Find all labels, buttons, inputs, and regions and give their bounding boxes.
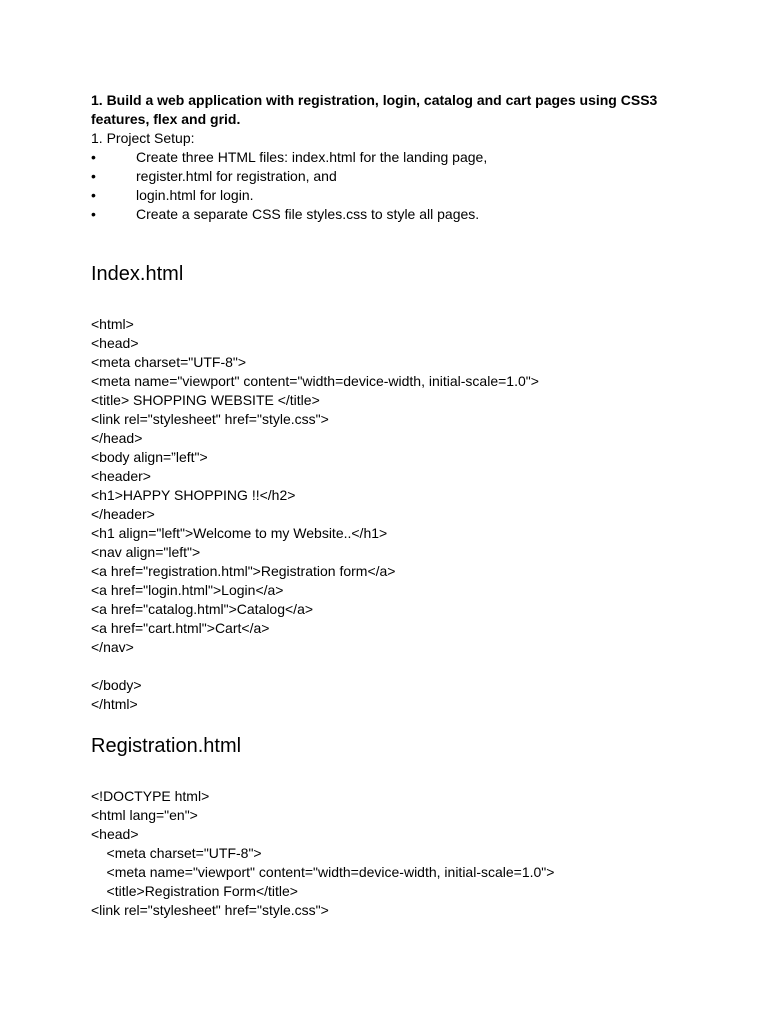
- bullet-text: Create three HTML files: index.html for the landing page,: [136, 149, 488, 165]
- code-line: <a href="cart.html">Cart</a>: [91, 620, 270, 636]
- document-page: [91, 91, 691, 920]
- code-line: <link rel="stylesheet" href="style.css">: [91, 411, 329, 427]
- setup-bullet-list: [91, 148, 691, 224]
- code-line: <meta charset="UTF-8">: [91, 845, 262, 861]
- code-line: <body align=”left">: [91, 449, 208, 465]
- bullet-icon: •: [91, 168, 96, 184]
- code-line: <h1>HAPPY SHOPPING !!</h2>: [91, 487, 296, 503]
- bullet-text: Create a separate CSS file styles.css to style all pages.: [136, 206, 480, 222]
- list-item: [91, 167, 691, 186]
- code-line: <link rel="stylesheet" href="style.css">: [91, 902, 329, 918]
- code-line: <meta charset="UTF-8">: [91, 354, 247, 370]
- code-line: <meta name="viewport" content="width=device-width, initial-scale=1.0">: [91, 864, 555, 880]
- code-line: <meta name="viewport" content="width=device-width, initial-scale=1.0">: [91, 373, 539, 389]
- setup-heading: 1. Project Setup:: [91, 130, 195, 146]
- code-line: <a href="login.html">Login</a>: [91, 582, 284, 598]
- code-line: <h1 align="left">Welcome to my Website..</h1>: [91, 525, 388, 541]
- list-item: [91, 148, 691, 167]
- code-line: <html>: [91, 316, 134, 332]
- list-item: [91, 205, 691, 224]
- code-line: <title>Registration Form</title>: [91, 883, 298, 899]
- bullet-icon: •: [91, 206, 96, 222]
- bullet-icon: •: [91, 149, 96, 165]
- code-line: <header>: [91, 468, 151, 484]
- code-line: <title> SHOPPING WEBSITE </title>: [91, 392, 320, 408]
- code-line: <a href="catalog.html">Catalog</a>: [91, 601, 314, 617]
- registration-section-heading: Registration.html: [91, 735, 242, 757]
- registration-code-block: [91, 787, 691, 920]
- bullet-icon: •: [91, 187, 96, 203]
- index-section-heading: Index.html: [91, 263, 184, 285]
- list-item: [91, 186, 691, 205]
- code-line: </html>: [91, 696, 138, 712]
- code-line: <html lang="en">: [91, 807, 198, 823]
- index-code-block: [91, 315, 691, 714]
- code-line: <!DOCTYPE html>: [91, 788, 210, 804]
- code-line: </head>: [91, 430, 143, 446]
- code-line: </body>: [91, 677, 142, 693]
- bullet-text: login.html for login.: [136, 187, 254, 203]
- code-line: <head>: [91, 335, 139, 351]
- code-line: <a href="registration.html">Registration form</a>: [91, 563, 396, 579]
- code-line: <head>: [91, 826, 139, 842]
- code-line: [91, 657, 691, 676]
- task-title: 1. Build a web application with registration, login, catalog and cart pages using CSS3 features, flex and grid.: [91, 92, 658, 127]
- bullet-text: register.html for registration, and: [136, 168, 337, 184]
- code-line: <nav align="left">: [91, 544, 201, 560]
- code-line: </header>: [91, 506, 155, 522]
- code-line: </nav>: [91, 639, 134, 655]
